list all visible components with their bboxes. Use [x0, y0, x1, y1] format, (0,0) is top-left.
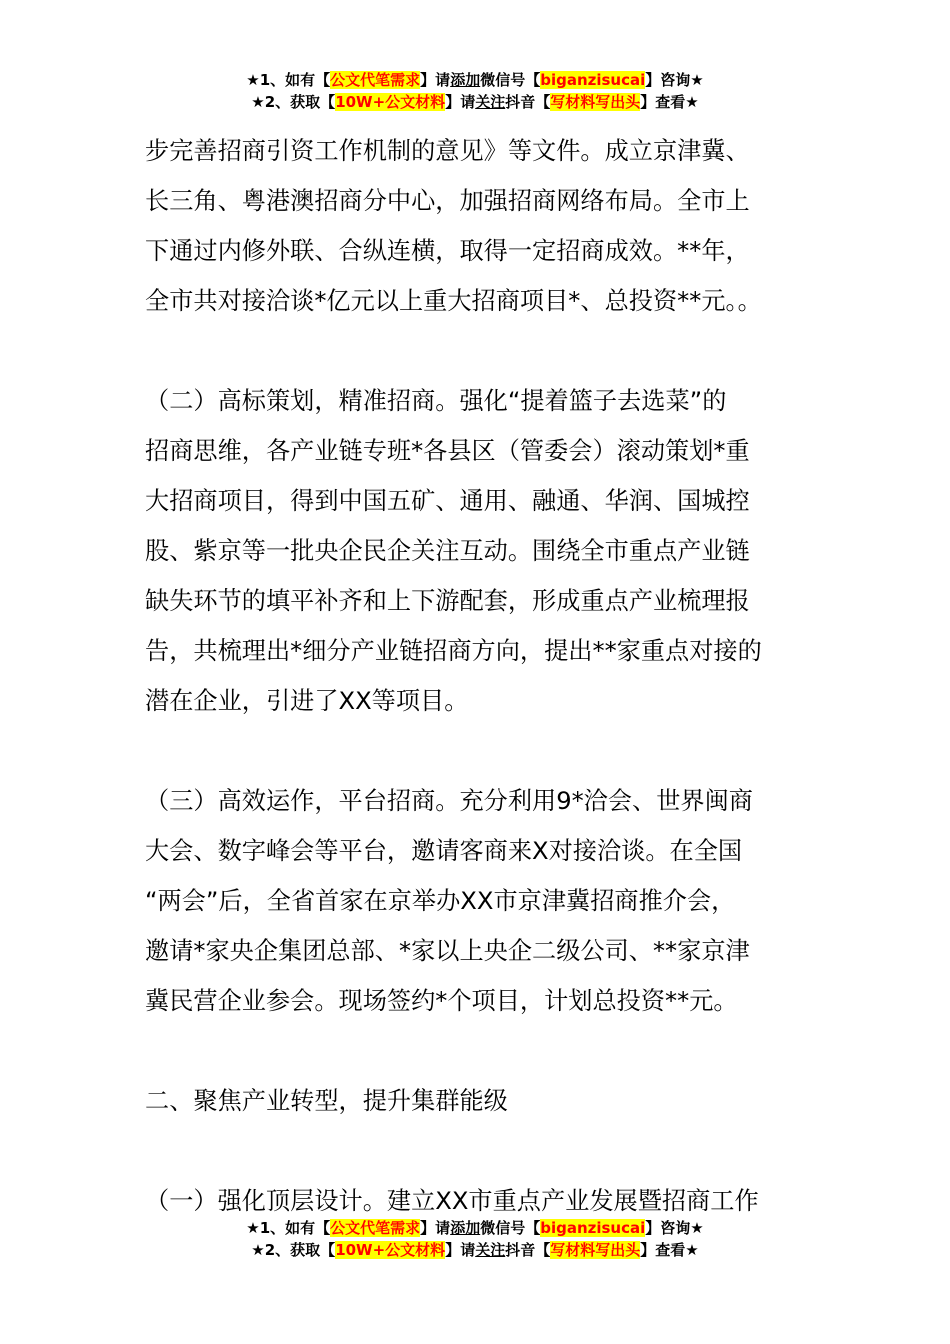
highlight-wechat-id: biganzisucai [540, 1219, 646, 1237]
highlight-service: 公文代笔需求 [330, 71, 421, 89]
paragraph-2: （二）高标策划，精准招商。强化“提着篮子去选菜”的 招商思维，各产业链专班*各县区（管委会）滚动策划*重 大招商项目，得到中国五矿、通用、融通、华润、国城控 股、紫京等一批央企民企关注互动。围绕全市重点产业链 缺失环节的填平补齐和上下游配套，形成重点产业梳理报 告，共梳理出*细分产业链招商方向，提出**家重点对接的 潜在企业，引进了XX等项目。 [145, 387, 762, 715]
highlight-service: 公文代笔需求 [330, 1219, 421, 1237]
banner-line-2: ★2、获取【10W+公文材料】请关注抖音【写材料写出头】查看★ [251, 1241, 699, 1259]
highlight-materials: 10W+公文材料 [335, 93, 446, 111]
banner-line-2: ★2、获取【10W+公文材料】请关注抖音【写材料写出头】查看★ [251, 93, 699, 111]
paragraph-3: （三）高效运作，平台招商。充分利用9*洽会、世界闽商 大会、数字峰会等平台，邀请客商来X对接洽谈。在全国 “两会”后，全省首家在京举办XX市京津冀招商推介会， 邀请*家央企集团总部、*家以上央企二级公司、**家京津 冀民营企业参会。现场签约*个项目，计划总投资**元。 [145, 787, 753, 1015]
highlight-wechat-id: biganzisucai [540, 71, 646, 89]
document-body [145, 126, 810, 1276]
paragraph-1: 步完善招商引资工作机制的意见》等文件。成立京津冀、 长三角、粤港澳招商分中心，加强招商网络布局。全市上 下通过内修外联、合纵连横，取得一定招商成效。**年， 全市共对接洽谈*亿元以上重大招商项目*、总投资**元。。 [145, 137, 762, 315]
section-heading: 二、聚焦产业转型，提升集群能级 [145, 1087, 508, 1115]
footer-banner [0, 1217, 950, 1261]
banner-line-1: ★1、如有【公文代笔需求】请添加微信号【biganzisucai】咨询★ [246, 1219, 704, 1237]
header-banner [0, 69, 950, 113]
highlight-douyin: 写材料写出头 [550, 1241, 641, 1259]
banner-line-1: ★1、如有【公文代笔需求】请添加微信号【biganzisucai】咨询★ [246, 71, 704, 89]
paragraph-4: （一）强化顶层设计。建立XX市重点产业发展暨招商工作 [145, 1187, 759, 1215]
highlight-materials: 10W+公文材料 [335, 1241, 446, 1259]
highlight-douyin: 写材料写出头 [550, 93, 641, 111]
